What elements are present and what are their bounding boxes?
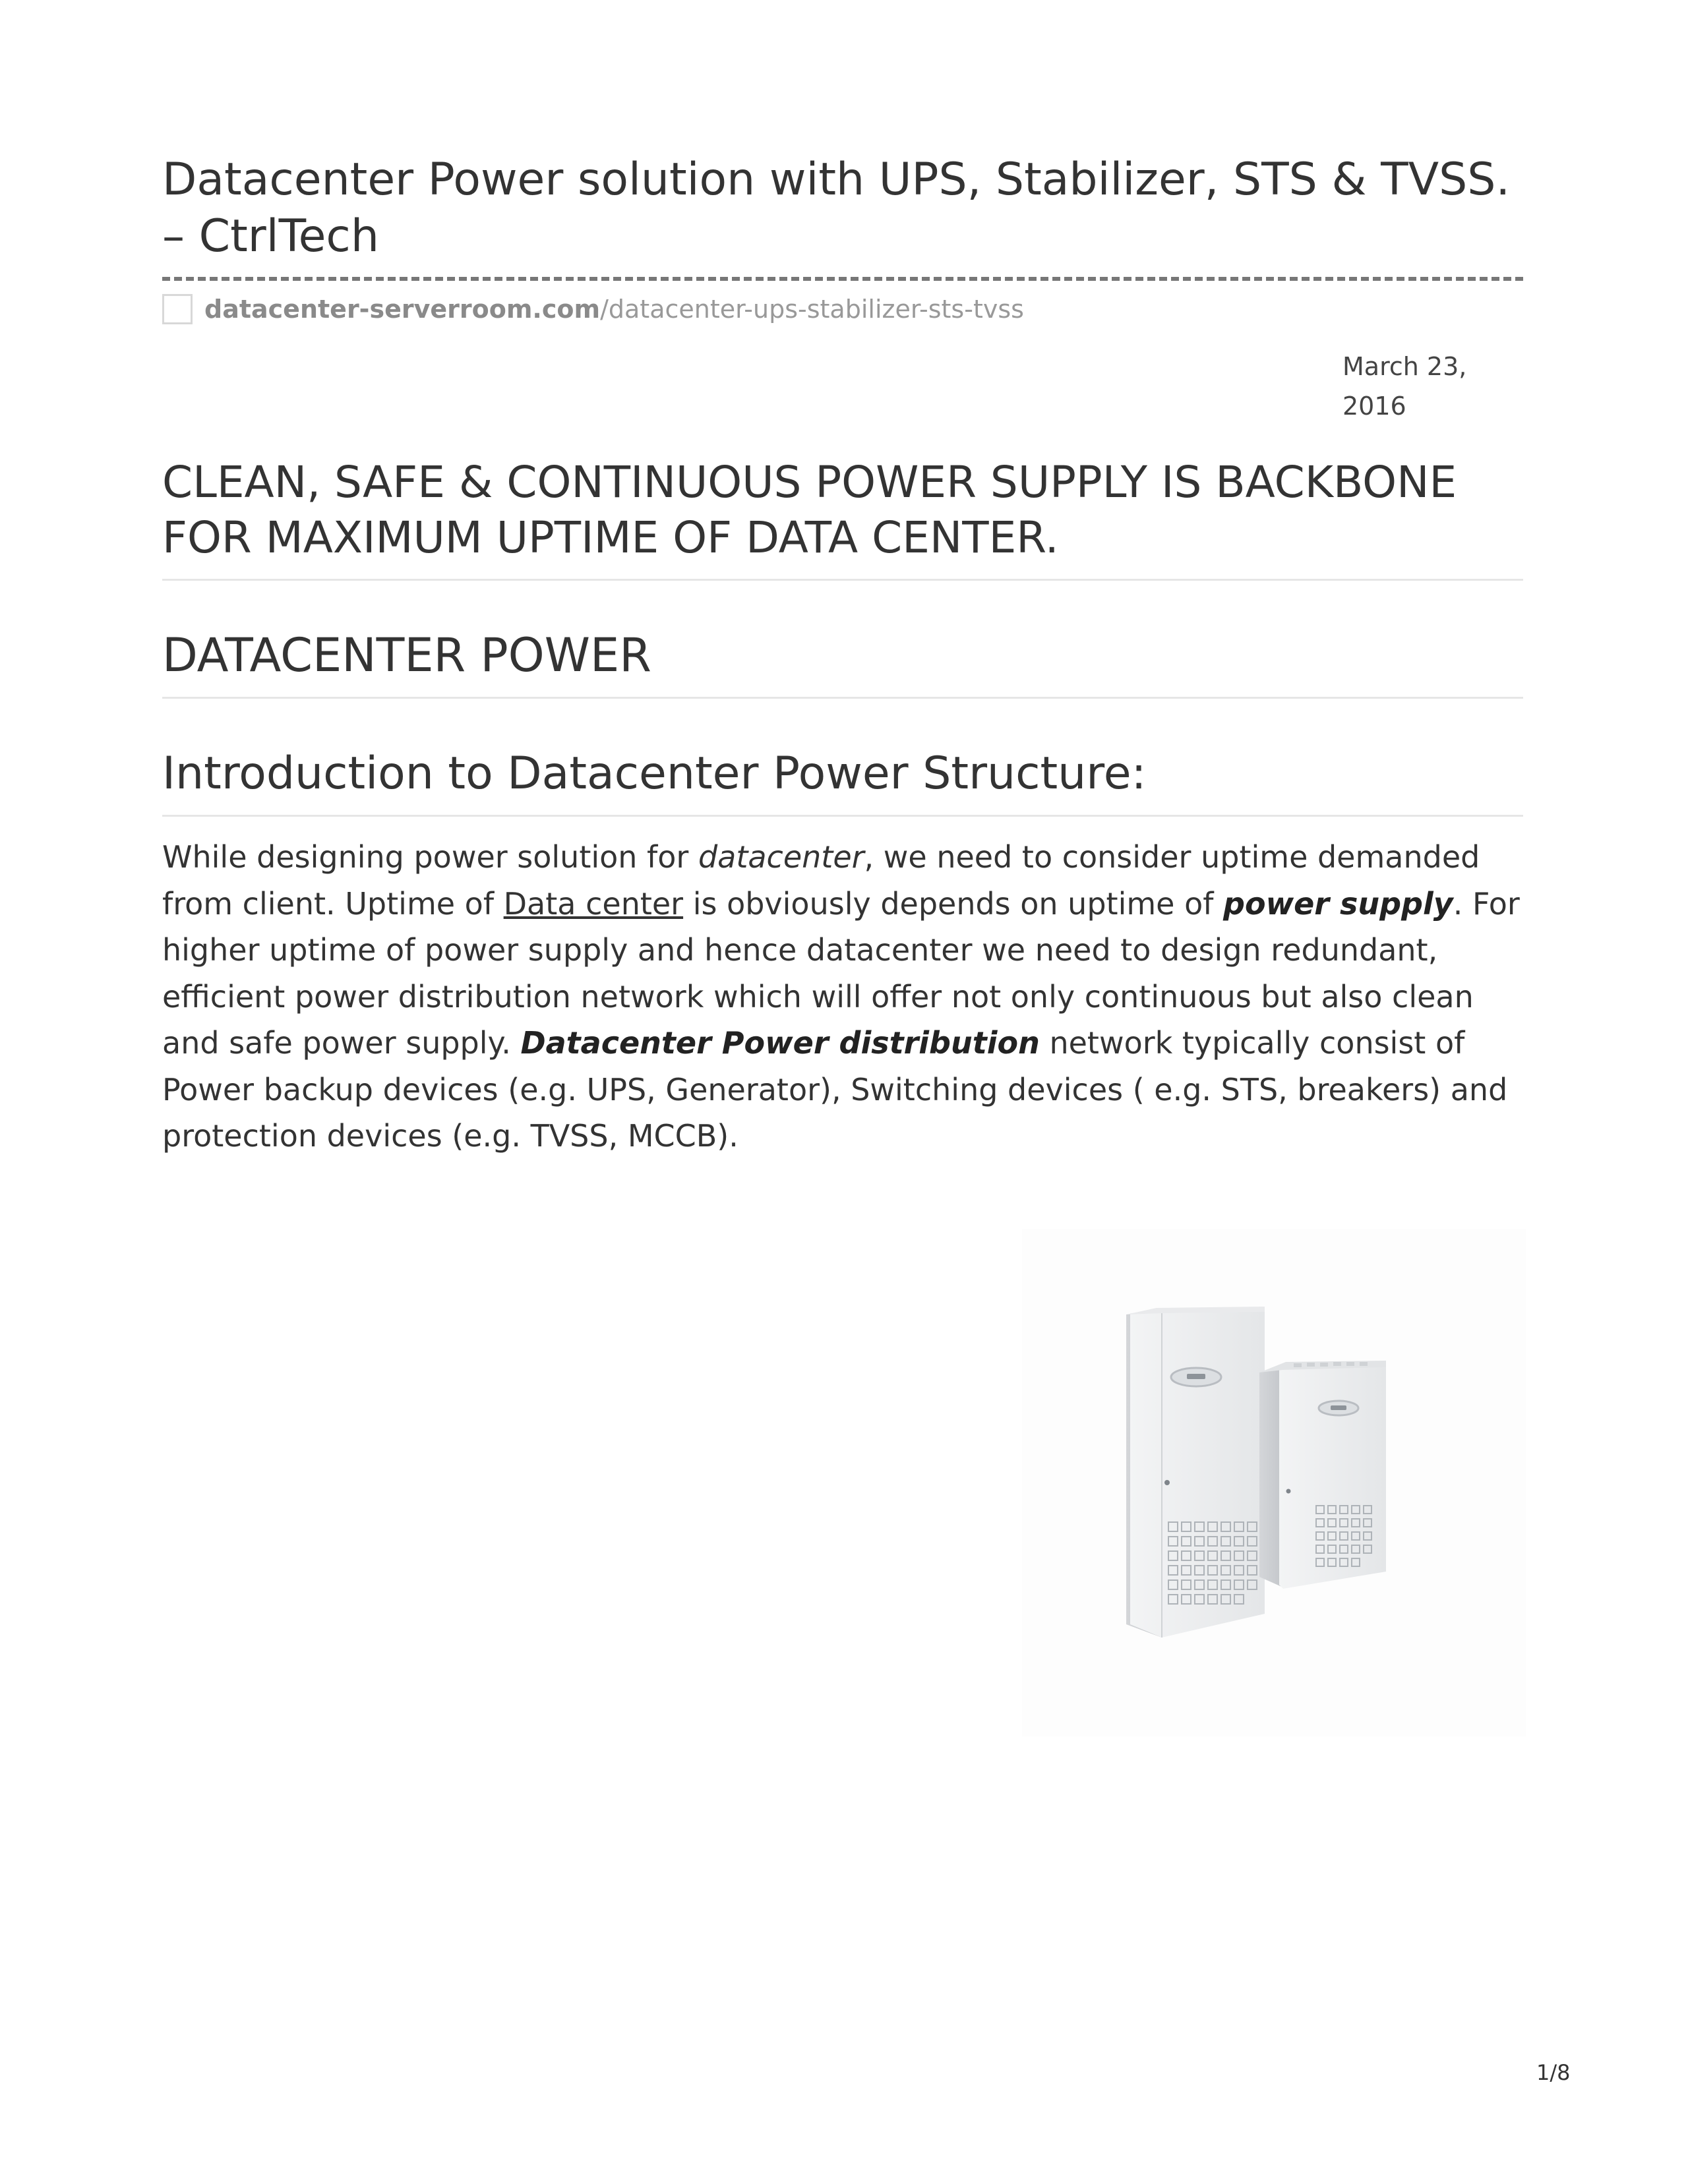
headline: CLEAN, SAFE & CONTINUOUS POWER SUPPLY IS BACKBONE FOR MAXIMUM UPTIME OF DATA CENTER. [162,457,1457,563]
subsection-divider [162,815,1523,817]
emphasis-power-supply: power supply [1223,885,1453,922]
document-content [162,152,1523,1160]
publish-date: March 23, 2016 [1342,352,1467,421]
emphasis-datacenter: datacenter [698,839,864,875]
section-divider [162,697,1523,699]
intro-paragraph: While designing power solution for datacenter, we need to consider uptime demanded from client. Uptime of Data center is obviously depends on uptime of power supply. For higher uptime of power supply and hence datacenter we need to design redundant, efficient power distribution network which will offer not only continuous but also clean and safe power supply. Datacenter Power distribution network typically consist of Power backup devices (e.g. UPS, Generator), Switching devices ( e.g. STS, breakers) and protection devices (e.g. TVSS, MCCB). [162,839,1520,1154]
ups-units-illustration [1022,1229,1526,1736]
headline-divider [162,579,1523,581]
source-domain: datacenter-serverroom.com [204,295,601,324]
source-url[interactable] [204,294,1024,324]
ups-product-image [1022,1229,1526,1736]
emphasis-power-distribution: Datacenter Power distribution [520,1025,1040,1061]
source-path: /datacenter-ups-stabilizer-sts-tvss [600,295,1024,324]
source-line [162,294,1523,331]
large-ups-unit [1126,1307,1265,1638]
page-title: Datacenter Power solution with UPS, Stabilizer, STS & TVSS. – CtrlTech [162,154,1511,262]
title-divider [162,277,1523,281]
subsection-heading: Introduction to Datacenter Power Structure: [162,748,1147,800]
small-ups-unit [1259,1361,1386,1589]
site-favicon-icon [162,294,193,324]
section-heading: DATACENTER POWER [162,628,651,682]
data-center-link[interactable]: Data center [503,885,684,922]
page-number: 1/8 [1536,2060,1571,2085]
